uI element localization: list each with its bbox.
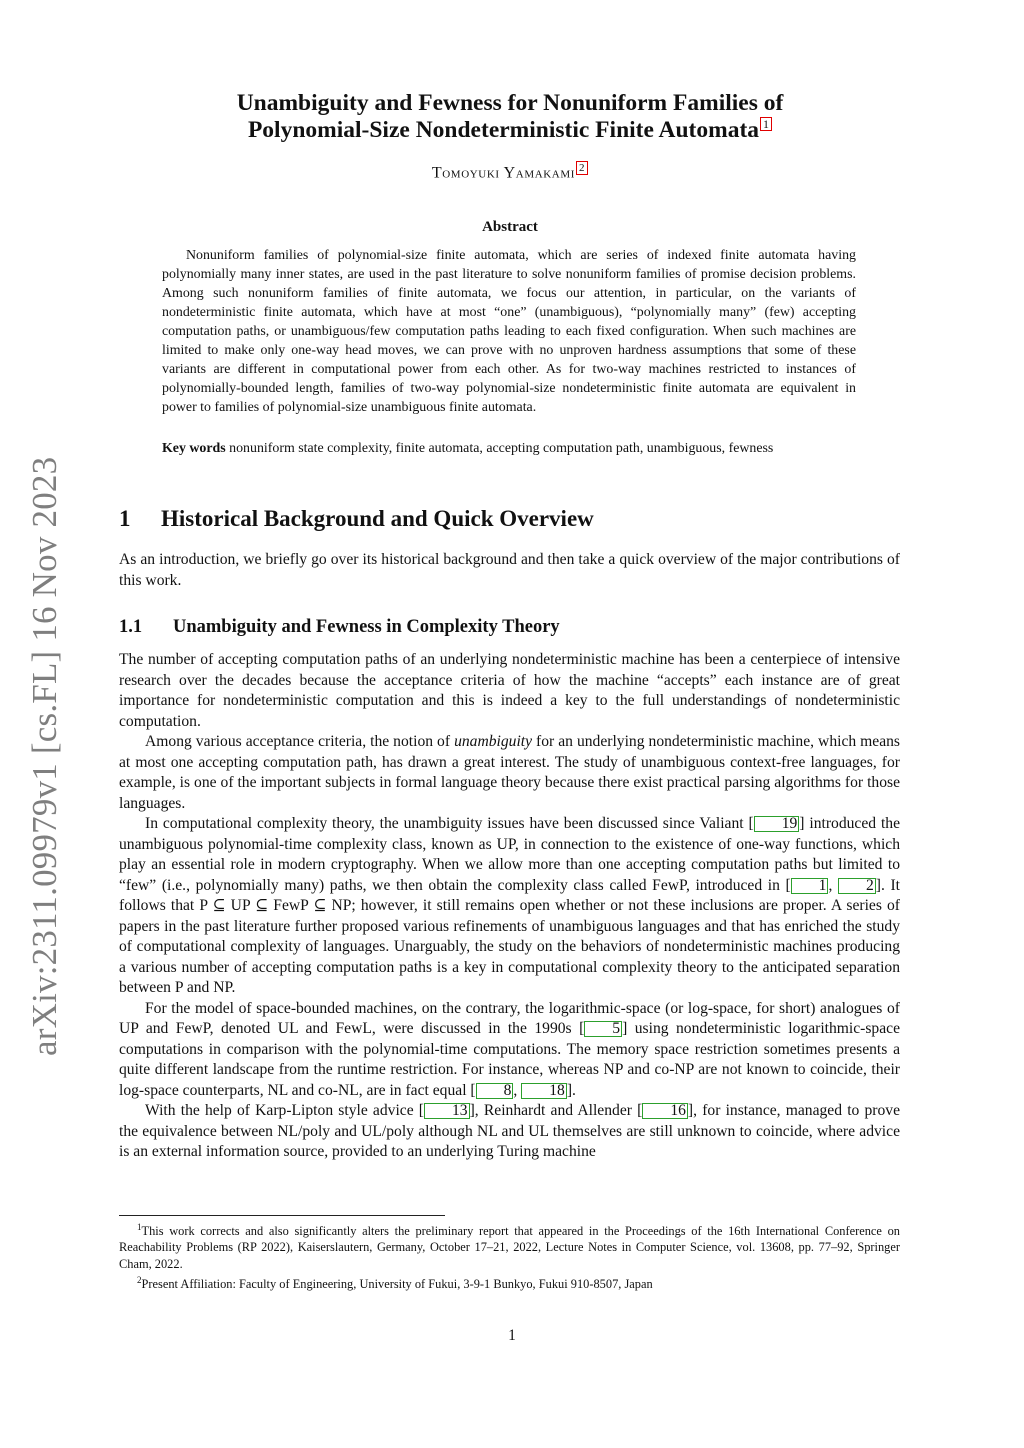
arxiv-identifier: arXiv:2311.09979v1 [cs.FL] 16 Nov 2023 xyxy=(25,456,64,1056)
p4-text-a: For the model of space-bounded machines, on the contrary, the logarithmic-space (or log-space, for short) analogues of UP and FewP, denoted UL and FewL, were discussed in the 1990s xyxy=(119,999,900,1037)
subsection-title: Unambiguity and Fewness in Complexity Theory xyxy=(173,617,560,637)
p2-text-a: Among various acceptance criteria, the notion of xyxy=(145,733,451,750)
abstract-text: Nonuniform families of polynomial-size finite automata, which are series of indexed finite automata having polynomially many inner states, are used in the past literature to solve nonuniform families of promise decision problems. Among such nonuniform families of finite automata, we focus our attention, in particular, on the variants of nondeterministic finite automata, which have at most “one” (unambiguous), “polynomially many” (few) accepting computation paths, or unambiguous/few computation paths leading to each fixed configuration. When such machines are limited to make only one-way head moves, we can prove with no unproven hardness assumptions that some of these variants are different in computational power from each other. As for two-way machines restricted to instances of polynomially-bounded length, families of two-way polynomial-size nondeterministic finite automata are equivalent in power to families of polynomial-size unambiguous finite automata. xyxy=(162,248,856,415)
title-line-1: Unambiguity and Fewness for Nonuniform Families of xyxy=(236,90,784,116)
p2-emphasis: unambiguity xyxy=(454,733,533,750)
paragraph-1: The number of accepting computation paths of an underlying nondeterministic machine has been a centerpiece of intensive research over the decades because the acceptance criteria of how the machine “accepts” each instance are of great importance for nondeterministic computation and this is indeed a key to the full understandings of nondeterministic computation. xyxy=(119,651,900,730)
section-intro: As an introduction, we briefly go over its historical background and then take a quick overview of the major contributions of this work. xyxy=(119,551,900,589)
section-title: Historical Background and Quick Overview xyxy=(161,506,594,531)
citation-link[interactable]: 19 xyxy=(754,816,800,832)
citation-link[interactable]: 13 xyxy=(424,1103,470,1119)
subsection-heading xyxy=(119,617,560,638)
p5-text-c: , for instance, managed to prove the equivalence between NL/poly and UL/poly although NL and UL themselves are still unknown to coincide, where advice is an external information source, provided to an underlying Turing machine xyxy=(119,1102,901,1160)
paragraph-4: For the model of space-bounded machines, on the contrary, the logarithmic-space (or log-space, for short) analogues of UP and FewP, denoted UL and FewL, were discussed in the 1990s [ 5 ] using nondeterministic logarithmic-space computations in comparison with the polynomial-time computations. The memory space restriction sometimes presents a quite different landscape from the runtime restriction. For instance, whereas NP and co-NP are not known to coincide, their log-space counterparts, NL and co-NL, are in fact equal [ 8 , 18 ]. xyxy=(119,999,900,1099)
section-body xyxy=(119,650,900,1163)
footnote-1-text: This work corrects and also significantly alters the preliminary report that appeared in the Proceedings of the 16th International Conference on Reachability Problems (RP 2022), Kaiserslautern, Germany, October 17–21, 2022, Lecture Notes in Computer Science, vol. 13608, pp. 77–92, Springer Cham, 2022. xyxy=(119,1224,900,1271)
citation-link[interactable]: 1 xyxy=(791,878,829,894)
section-number: 1 xyxy=(119,506,131,531)
p3-text-c: . It follows that P ⊆ UP ⊆ FewP ⊆ NP; however, it still remains open whether or not these inclusions are proper. A series of papers in the past literature further proposed various refinements of unambiguous languages and that has enriched the study of computational complexity of languages. Unarguably, the study on the behaviors of nondeterministic machines producing a various number of accepting computation paths is a key in computational complexity theory to the anticipated separation between P and NP. xyxy=(119,876,901,996)
title-footnote-link[interactable]: 1 xyxy=(760,117,772,131)
footnote-2-mark: 2 xyxy=(137,1274,142,1285)
keywords xyxy=(162,439,856,458)
author-footnote-link[interactable]: 2 xyxy=(576,161,588,175)
footnotes xyxy=(119,1219,900,1292)
citation-link[interactable]: 5 xyxy=(584,1021,622,1037)
paragraph-5: With the help of Karp-Lipton style advice [ 13 ], Reinhardt and Allender [ 16 ], for instance, managed to prove the equivalence between NL/poly and UL/poly although NL and UL themselves are still unknown to coincide, where advice is an external information source, provided to an underlying Turing machine xyxy=(119,1102,901,1160)
citation-link[interactable]: 18 xyxy=(521,1083,567,1099)
citation-link[interactable]: 16 xyxy=(642,1103,688,1119)
author xyxy=(120,161,900,182)
footnote-1-mark: 1 xyxy=(137,1222,142,1232)
citation-link[interactable]: 2 xyxy=(838,878,876,894)
paragraph-2 xyxy=(119,732,900,814)
paragraph-3: In computational complexity theory, the unambiguity issues have been discussed since Valiant [ 19 ] introduced the unambiguous polynomial-time complexity class, known as UP, in connection to the existence of one-way functions, which play an essential role in modern cryptography. When we allow more than one accepting computation paths but limited to “few” (i.e., polynomially many) paths, we then obtain the complexity class called FewP, introduced in [ 1 , 2 ]. It follows that P ⊆ UP ⊆ FewP ⊆ NP; however, it still remains open whether or not these inclusions are proper. A series of papers in the past literature further proposed various refinements of unambiguous languages and that has enriched the study of computational complexity of languages. Unarguably, the study on the behaviors of nondeterministic machines producing a various number of accepting computation paths is a key in computational complexity theory to the anticipated separation between P and NP. xyxy=(119,815,901,996)
keywords-text: nonuniform state complexity, finite automata, accepting computation path, unambiguous, fewness xyxy=(229,441,774,456)
author-name: Tomoyuki Yamakami xyxy=(431,164,575,182)
footnote-2-text: Present Affiliation: Faculty of Engineering, University of Fukui, 3-9-1 Bunkyo, Fukui 910-8507, Japan xyxy=(141,1276,653,1291)
p3-text-b: introduced the unambiguous polynomial-time complexity class, known as UP, in connection to the existence of one-way functions, which play an essential role in modern cryptography. When we allow more than one accepting computation paths but limited to “few” (i.e., polynomially many) paths, we then obtain the complexity class called FewP, introduced in xyxy=(119,815,901,894)
footnote-1 xyxy=(119,1219,900,1272)
p2-text-b: for an underlying nondeterministic machine, which means at most one accepting computation path, has drawn a great interest. The study of unambiguous context-free languages, for example, is one of the important subjects in formal language theory because there exist practical parsing algorithms for those languages. xyxy=(119,733,901,812)
p4-text-b: using nondeterministic logarithmic-space computations in comparison with the polynomial-time computations. The memory space restriction sometimes presents a quite different landscape from the runtime restriction. For instance, whereas NP and co-NP are not known to coincide, their log-space counterparts, NL and co-NL, are in fact equal xyxy=(119,1020,900,1099)
p5-text-b: , Reinhardt and Allender xyxy=(474,1102,632,1119)
title-line-2 xyxy=(120,117,900,144)
section-heading xyxy=(119,506,594,532)
p5-text-a: With the help of Karp-Lipton style advice xyxy=(145,1102,414,1119)
p3-text-a: In computational complexity theory, the unambiguity issues have been discussed since Valiant xyxy=(145,815,744,832)
footnote-divider xyxy=(119,1215,445,1216)
keywords-label: Key words xyxy=(162,441,226,456)
footnote-2 xyxy=(119,1272,900,1292)
page-number: 1 xyxy=(508,1327,516,1344)
abstract-heading: Abstract xyxy=(482,219,538,235)
paper-title xyxy=(120,90,900,144)
title-line-2-text: Polynomial-Size Nondeterministic Finite Automata xyxy=(247,117,760,143)
citation-link[interactable]: 8 xyxy=(476,1083,514,1099)
subsection-number: 1.1 xyxy=(119,617,143,637)
